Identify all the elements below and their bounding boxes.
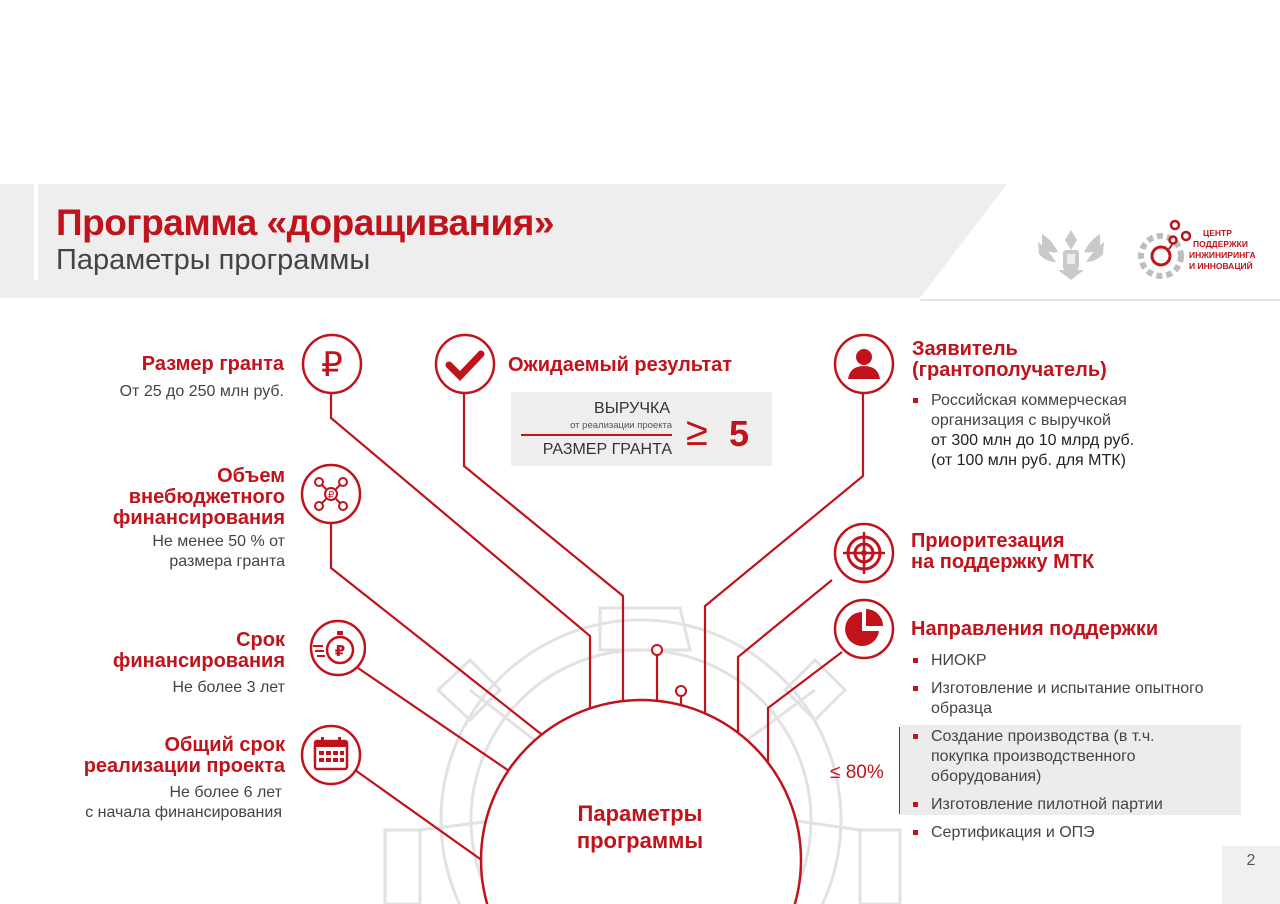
node-dot (676, 686, 686, 696)
directions-heading: Направления поддержки (911, 618, 1159, 640)
header-divider (34, 184, 38, 280)
formula-value: 5 (729, 413, 750, 454)
calendar-icon (300, 724, 362, 786)
formula-numerator: ВЫРУЧКА (594, 400, 670, 417)
offbudget-heading: Объем внебюджетного финансирования (112, 465, 285, 529)
list-item: Создание производства (в т.ч. покупка производственного оборудования) (912, 727, 1216, 787)
list-item: Изготовление пилотной партии (912, 795, 1212, 815)
offbudget-desc: Не менее 50 % от размера гранта (152, 533, 285, 570)
pie-chart-icon (833, 598, 895, 660)
svg-text:₽: ₽ (327, 490, 335, 501)
center-title: Параметры программы (576, 801, 704, 853)
expected-result-heading: Ожидаемый результат (508, 354, 733, 376)
total-term-desc: Не более 6 лет с начала финансирования (85, 784, 282, 821)
page-number: 2 (1222, 846, 1280, 904)
applicant-heading: Заявитель (грантополучатель) (912, 338, 1107, 381)
list-item: Сертификация и ОПЭ (912, 823, 1212, 843)
network-ruble-icon (300, 463, 362, 525)
list-item: Российская коммерческая организация с выручкой от 300 млн до 10 млрд руб. (от 100 млн руб. для МТК) (912, 391, 1242, 471)
center-logo-text: ЦЕНТР ПОДДЕРЖКИ ИНЖИНИРИНГА И ИННОВАЦИЙ (1189, 228, 1256, 271)
checkmark-icon (434, 333, 496, 395)
page-subtitle: Параметры программы (56, 244, 371, 276)
ruble-icon (301, 333, 363, 395)
page-title: Программа «доращивания» (56, 202, 554, 243)
target-icon (833, 522, 895, 584)
eagle-emblem-icon (1036, 222, 1106, 282)
grant-size-heading: Размер гранта (141, 353, 284, 375)
term-desc: Не более 3 лет (172, 679, 285, 696)
formula-box (511, 392, 772, 466)
stopwatch-ruble-icon (308, 619, 366, 677)
node-dot (652, 645, 662, 655)
svg-text:₽: ₽ (334, 642, 346, 660)
formula-operator: ≥ (686, 410, 708, 454)
formula-numerator-note: от реализации проекта (570, 420, 672, 431)
term-heading: Срок финансирования (112, 629, 285, 672)
total-term-heading: Общий срок реализации проекта (83, 734, 285, 777)
svg-text:₽: ₽ (321, 345, 343, 385)
list-item: НИОКР (912, 651, 1212, 671)
fraction-bar (521, 434, 672, 436)
person-icon (833, 333, 895, 395)
list-item: Изготовление и испытание опытного образца (912, 679, 1212, 719)
formula-denominator: РАЗМЕР ГРАНТА (542, 441, 672, 458)
limit-label: ≤ 80% (830, 762, 884, 783)
priority-heading: Приоритезация на поддержку МТК (911, 530, 1095, 573)
applicant-list (912, 391, 1242, 471)
center-logo-gear-icon (1133, 216, 1193, 284)
grant-size-desc: От 25 до 250 млн руб. (119, 383, 284, 400)
directions-list (912, 651, 1212, 843)
